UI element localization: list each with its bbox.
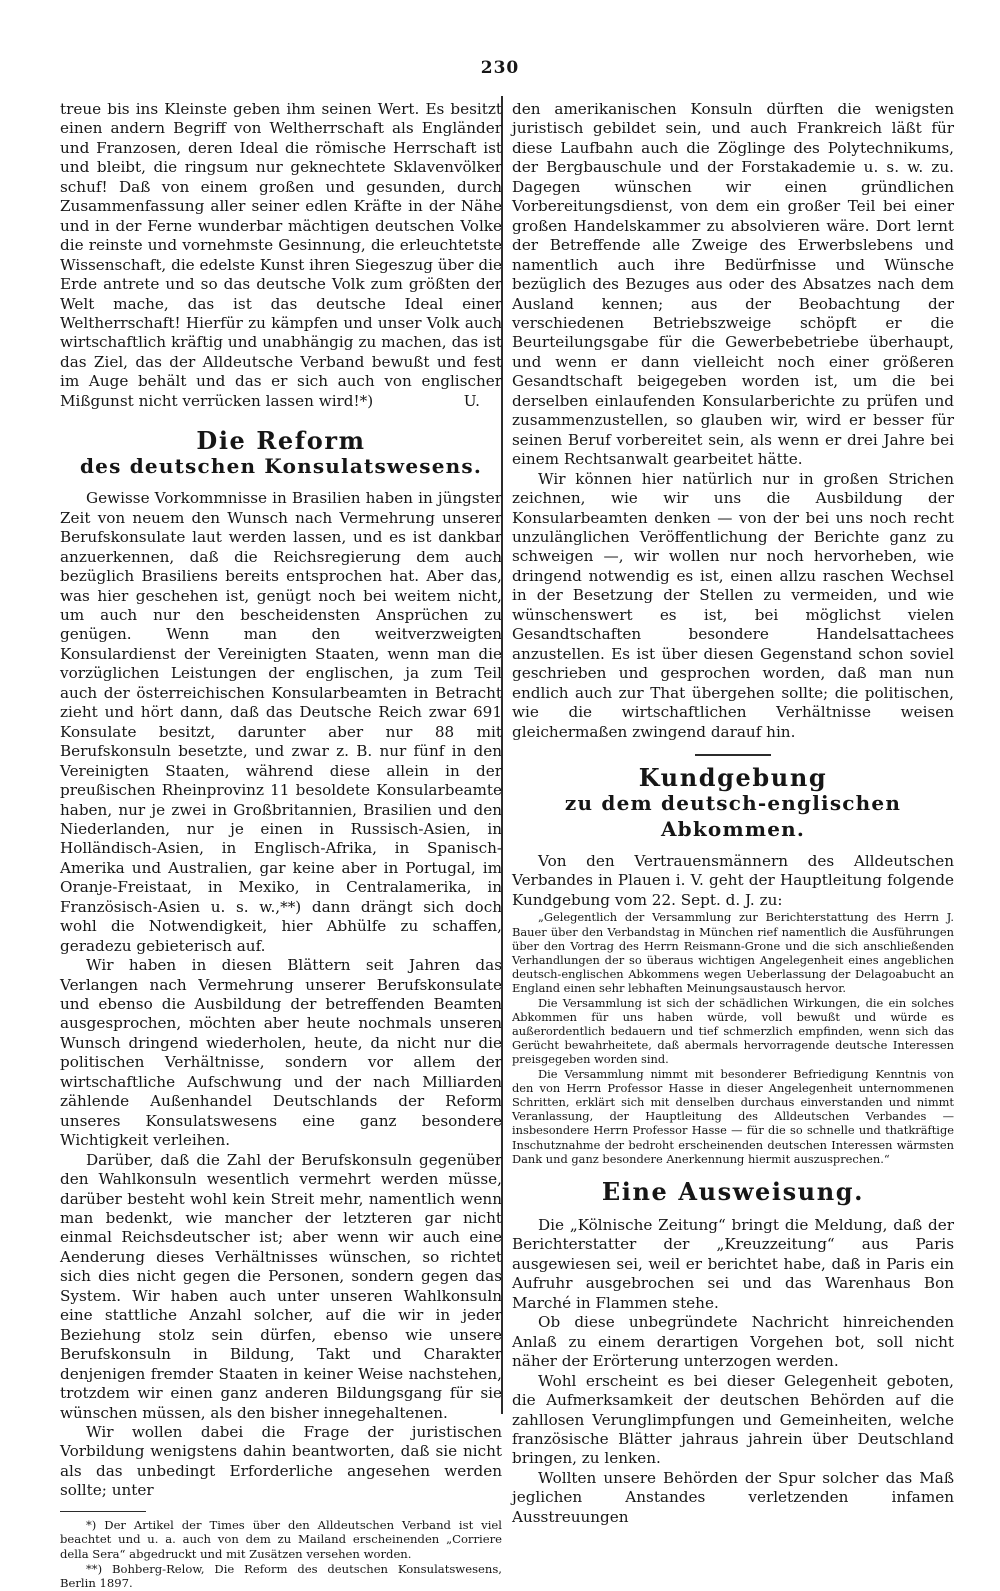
article-paragraph: Ob diese unbegründete Nachricht hinreichenden Anlaß zu einem derartigen Vorgehen bot, soll nicht näher der Erörterung unterzogen werden. [512, 1313, 954, 1371]
footnote: *) Der Artikel der Times über den Alldeutschen Verband ist viel beachtet und u. a. auch von dem zu Mailand erscheinenden „Corriere della Sera“ abgedruckt und mit Zusätzen versehen worden. [60, 1517, 502, 1561]
left-column [60, 100, 502, 1591]
article-subtitle-kundgebung: zu dem deutsch-englischen Abkommen. [564, 790, 902, 841]
article-title-ausweisung: Eine Ausweisung. [601, 1176, 865, 1206]
article-subtitle-reform: des deutschen Konsulatswesens. [80, 454, 482, 479]
article-title-kundgebung: Kundgebung [638, 762, 828, 792]
intro-paragraph [60, 100, 502, 411]
footnote-divider [60, 1511, 146, 1512]
article-paragraph: Gewisse Vorkommnisse in Brasilien haben in jüngster Zeit von neuem den Wunsch nach Vermehrung unserer Berufskonsulate laut werden lassen, und es ist dankbar anzuerkennen, daß die Reichsregierung dem auch bezüglich Brasiliens bereits entsprochen hat. Aber das, was hier geschehen ist, genügt noch bei weitem nicht, um auch nur den bescheidensten Ansprüchen zu genügen. Wenn man den weitverzweigten Konsulardienst der Vereinigten Staaten, wenn man die vorzüglichen Leistungen der englischen, ja zum Teil auch der österreichischen Konsularbeamten in Betracht zieht und hört dann, daß das Deutsche Reich zwar 691 Konsulate besitzt, darunter aber nur 88 mit Berufskonsuln besetzte, und zwar z. B. nur fünf in den Vereinigten Staaten, während diese allein in der preußischen Rheinprovinz 11 besoldete Konsularbeamte haben, nur je zwei in Großbritannien, Brasilien und den Niederlanden, nur je einen in Russisch-Asien, in Holländisch-Asien, in Englisch-Afrika, in Spanisch-Amerika und Australien, gar keine aber in Portugal, im Oranje-Freistaat, in Mexiko, in Centralamerika, in Französisch-Asien u. s. w.,**) dann drängt sich doch wohl die Notwendigkeit, hier Abhülfe zu schaffen, geradezu gebieterisch auf. [60, 489, 502, 955]
footnotes [60, 1518, 502, 1591]
article-paragraph: Wir wollen dabei die Frage der juristischen Vorbildung wenigstens dahin beantworten, daß sie nicht als das unbedingt Erforderliche angesehen werden sollte; unter [60, 1423, 502, 1500]
article-paragraph: Wollten unsere Behörden der Spur solcher das Maß jeglichen Anstandes verletzenden infamen Ausstreuungen [512, 1468, 954, 1526]
intro-signature: U. [463, 391, 480, 410]
article-paragraph: Darüber, daß die Zahl der Berufskonsuln gegenüber den Wahlkonsuln wesentlich vermehrt werden müsse, darüber besteht wohl kein Streit mehr, namentlich wenn man bedenkt, wie mancher der letzteren gar nicht einmal Reichsdeutscher ist; aber wenn wir auch eine Aenderung dieses Verhältnisses wünschen, so richtet sich dies nicht gegen die Personen, sondern gegen das System. Wir haben auch unter unseren Wahlkonsuln eine stattliche Anzahl solcher, auf die wir in jeder Beziehung stolz sein dürfen, ebenso wie unsere Berufskonsuln in Bildung, Takt und Charakter denjenigen fremder Staaten in keiner Weise nachstehen, trotzdem wir einen ganz anderen Bildungsgang für sie wünschen müssen, als den bisher innegehaltenen. [60, 1150, 502, 1422]
section-divider [695, 754, 771, 756]
footnote: **) Bohberg-Relow, Die Reform des deutschen Konsulatswesens, Berlin 1897. [60, 1561, 502, 1591]
article-paragraph: Wohl erscheint es bei dieser Gelegenheit geboten, die Aufmerksamkeit der deutschen Behörden auf die zahllosen Verunglimpfungen und Gemeinheiten, welche französische Blätter jahraus jahrein über Deutschland bringen, zu lenken. [512, 1371, 954, 1468]
quote-paragraph: „Gelegentlich der Versammlung zur Berichterstattung des Herrn J. Bauer über den Verbandstag in München rief namentlich die Ausführungen über den Vortrag des Herrn Reismann-Grone und die sich anschließenden Verhandlungen der so überaus wichtigen Angelegenheit eines angeblichen deutsch-englischen Abkommens wegen Ueberlassung der Delagoabucht an England einen sehr lebhaften Meinungsaustausch hervor. [512, 910, 954, 996]
right-column [512, 100, 954, 1527]
article-paragraph: Wir können hier natürlich nur in großen Strichen zeichnen, wie wir uns die Ausbildung der Konsularbeamten denken — von der bei uns noch recht unzulänglichen Veröffentlichung der Berichte ganz zu schweigen —, wir wollen nur noch hervorheben, wie dringend notwendig es ist, einen allzu raschen Wechsel in der Besetzung der Stellen zu vermeiden, und wie wünschenswert es ist, bei möglichst vielen Gesandtschaften besondere Handelsattachees anzustellen. Es ist über diesen Gegenstand schon soviel geschrieben und gesprochen worden, daß man nun endlich auch zur That übergehen sollte; die politischen, wie die wirtschaftlichen Verhältnisse weisen gleichermaßen zwingend darauf hin. [512, 469, 954, 741]
quoted-resolution [512, 910, 954, 1166]
quote-paragraph: Die Versammlung nimmt mit besonderer Befriedigung Kenntnis von den von Herrn Professor Hasse in dieser Angelegenheit unternommenen Schritten, erklärt sich mit denselben durchaus einverstanden und nimmt Veranlassung, der Hauptleitung des Alldeutschen Verbandes — insbesondere Herrn Professor Hasse — für die so schnelle und thatkräftige Inschutznahme der bedroht erscheinenden deutschen Interessen wärmsten Dank und ganz besondere Anerkennung hiermit auszusprechen.“ [512, 1066, 954, 1166]
article-title-reform: Die Reform [196, 426, 366, 456]
article-paragraph: Wir haben in diesen Blättern seit Jahren das Verlangen nach Vermehrung unserer Berufskonsulate und ebenso die Ausbildung der betreffenden Beamten ausgesprochen, möchten aber heute nochmals unseren Wunsch dringend wiederholen, heute, da nicht nur die politischen Verhältnisse, sondern vor allem der wirtschaftliche Aufschwung und der nach Milliarden zählende Außenhandel Deutschlands der Reform unseres Konsulatswesens eine ganz besondere Wichtigkeit verleihen. [60, 956, 502, 1150]
intro-text: treue bis ins Kleinste geben ihm seinen Wert. Es besitzt einen andern Begriff von Weltherrschaft als Engländer und Franzosen, deren Ideal die römische Herrschaft ist und bleibt, die ringsum nur geknechtete Sklavenvölker schuf! Daß von einem großen und gesunden, durch Zusammenfassung aller seiner edlen Kräfte in der Nähe und in der Ferne wunderbar mächtigen deutschen Volke die reinste und vornehmste Gesinnung, die erleuchtetste Wissenschaft, die edelste Kunst ihren Siegeszug über die Erde antrete und so das deutsche Volk zum größten der Welt mache, das ist das deutsche Ideal einer Weltherrschaft! Hierfür zu kämpfen und unser Volk auch wirtschaftlich kräftig und unabhängig zu machen, das ist das Ziel, das der Alldeutsche Verband bewußt und fest im Auge behält und das er sich auch von englischer Mißgunst nicht verrücken lassen wird!*) [60, 100, 502, 410]
quote-paragraph: Die Versammlung ist sich der schädlichen Wirkungen, die ein solches Abkommen für uns haben würde, voll bewußt und würde es außerordentlich bedauern und tief schmerzlich empfinden, wenn sich das Gerücht bewahrheitete, daß abermals hervorragende deutsche Interessen preisgegeben worden sind. [512, 995, 954, 1067]
article-paragraph: Die „Kölnische Zeitung“ bringt die Meldung, daß der Berichterstatter der „Kreuzzeitung“ aus Paris ausgewiesen sei, weil er berichtet habe, daß in Paris ein Aufruhr ausgebrochen sei und das Warenhaus Bon Marché in Flammen stehe. [512, 1215, 954, 1312]
article-paragraph: den amerikanischen Konsuln dürften die wenigsten juristisch gebildet sein, und auch Frankreich läßt für diese Laufbahn auch die Zöglinge des Polytechnikums, der Bergbauschule und der Forstakademie u. s. w. zu. Dagegen wünschen wir einen gründlichen Vorbereitungsdienst, von dem ein großer Teil bei einer großen Handelskammer zu absolvieren wäre. Dort lernt der Betreffende alle Zweige des Erwerbslebens und namentlich auch ihre Bedürfnisse und Wünsche bezüglich des Bezuges aus oder des Absatzes nach dem Ausland kennen; aus der Beobachtung der verschiedenen Betriebszweige schöpft er die Beurteilungsgabe für die Gewerbebetriebe überhaupt, und wenn er dann vielleicht noch einer größeren Gesandtschaft beigegeben worden ist, um die bei derselben einlaufenden Konsularberichte zu prüfen und zusammenzustellen, so glauben wir, wird er besser für seinen Beruf vorbereitet sein, als wenn er drei Jahre bei einem Rechtsanwalt gearbeitet hätte. [512, 100, 954, 469]
article-paragraph: Von den Vertrauensmännern des Alldeutschen Verbandes in Plauen i. V. geht der Hauptleitung folgende Kundgebung vom 22. Sept. d. J. zu: [512, 851, 954, 909]
page-number: 230 [480, 58, 520, 78]
